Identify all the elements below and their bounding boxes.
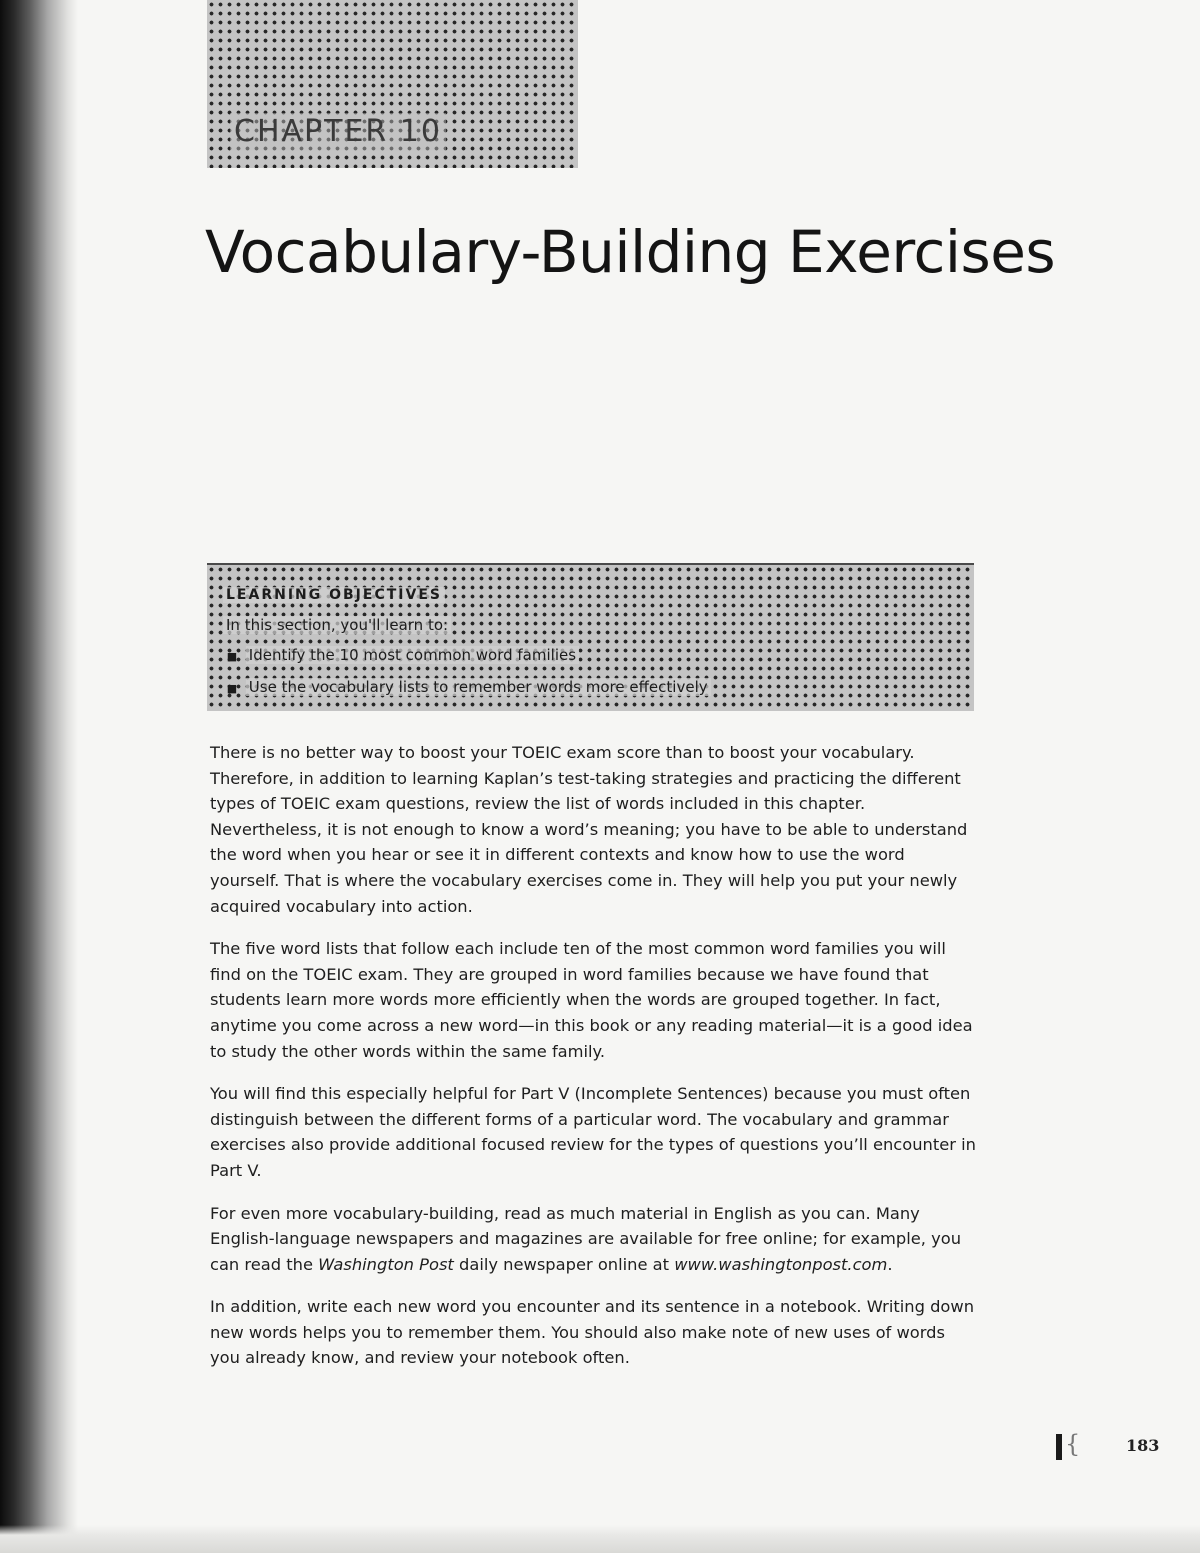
newspaper-name: Washington Post: [318, 1254, 454, 1274]
page-title: Vocabulary-Building Exercises: [205, 218, 1056, 286]
objectives-heading: LEARNING OBJECTIVES: [223, 587, 445, 603]
logo-glyph: {: [1065, 1430, 1081, 1458]
paragraph-text: daily newspaper online at: [453, 1254, 675, 1274]
paragraph-text: For even more vocabulary-building, read as much material in English as you can. Many English-language newspapers and magazines are available for free online; for example, you can read the: [210, 1203, 962, 1274]
objective-item: [223, 640, 711, 672]
body-paragraph: The five word lists that follow each include ten of the most common word families you will find on the TOEIC exam. They are grouped in word families because we have found that students learn more words more efficiently when the words are grouped together. In fact, anytime you come across a new word—in this book or any reading material—it is a good idea to study the other words within the same family.: [210, 939, 973, 1061]
page-number: 183: [1126, 1436, 1160, 1455]
body-paragraph: You will find this especially helpful for Part V (Incomplete Sentences) because you must often distinguish between the different forms of a particular word. The vocabulary and grammar exercises also provide additional focused review for the types of questions you’ll encounter in Part V.: [210, 1084, 976, 1180]
body-paragraph: In addition, write each new word you encounter and its sentence in a notebook. Writing down new words helps you to remember them. You should also make note of new uses of words you already know, and review your notebook often.: [210, 1297, 975, 1368]
learning-objectives-content: [223, 579, 711, 704]
page-bottom-edge: [0, 1525, 1200, 1553]
bullet-icon: ■: [226, 650, 238, 663]
objectives-heading-line: [223, 579, 711, 610]
objective-item-text: Identify the 10 most common word families: [246, 646, 579, 664]
bullet-icon: ■: [226, 682, 238, 695]
objective-item: [223, 672, 711, 704]
binding-shadow: [0, 0, 78, 1553]
learning-objectives-box: [207, 563, 974, 711]
chapter-label: CHAPTER 10: [230, 113, 446, 151]
chapter-banner: [207, 0, 578, 168]
paragraph-text: .: [887, 1254, 893, 1274]
website-url: www.washingtonpost.com: [674, 1254, 888, 1274]
kaplan-k-icon: [1056, 1432, 1096, 1462]
logo-bar: [1056, 1434, 1062, 1460]
body-paragraph: [210, 1201, 978, 1278]
objectives-intro: In this section, you'll learn to:: [223, 616, 451, 634]
objectives-intro-line: [223, 610, 711, 640]
body-text: [210, 740, 978, 1388]
body-paragraph: There is no better way to boost your TOEIC exam score than to boost your vocabulary. Therefore, in addition to learning Kaplan’s test-taking strategies and practicing the different types of TOEIC exam questions, review the list of words included in this chapter. Nevertheless, it is not enough to know a word’s meaning; you have to be able to understand the word when you hear or see it in different contexts and know how to use the word yourself. That is where the vocabulary exercises come in. They will help you put your newly acquired vocabulary into action.: [210, 743, 968, 916]
objective-item-text: Use the vocabulary lists to remember words more effectively: [246, 678, 711, 696]
